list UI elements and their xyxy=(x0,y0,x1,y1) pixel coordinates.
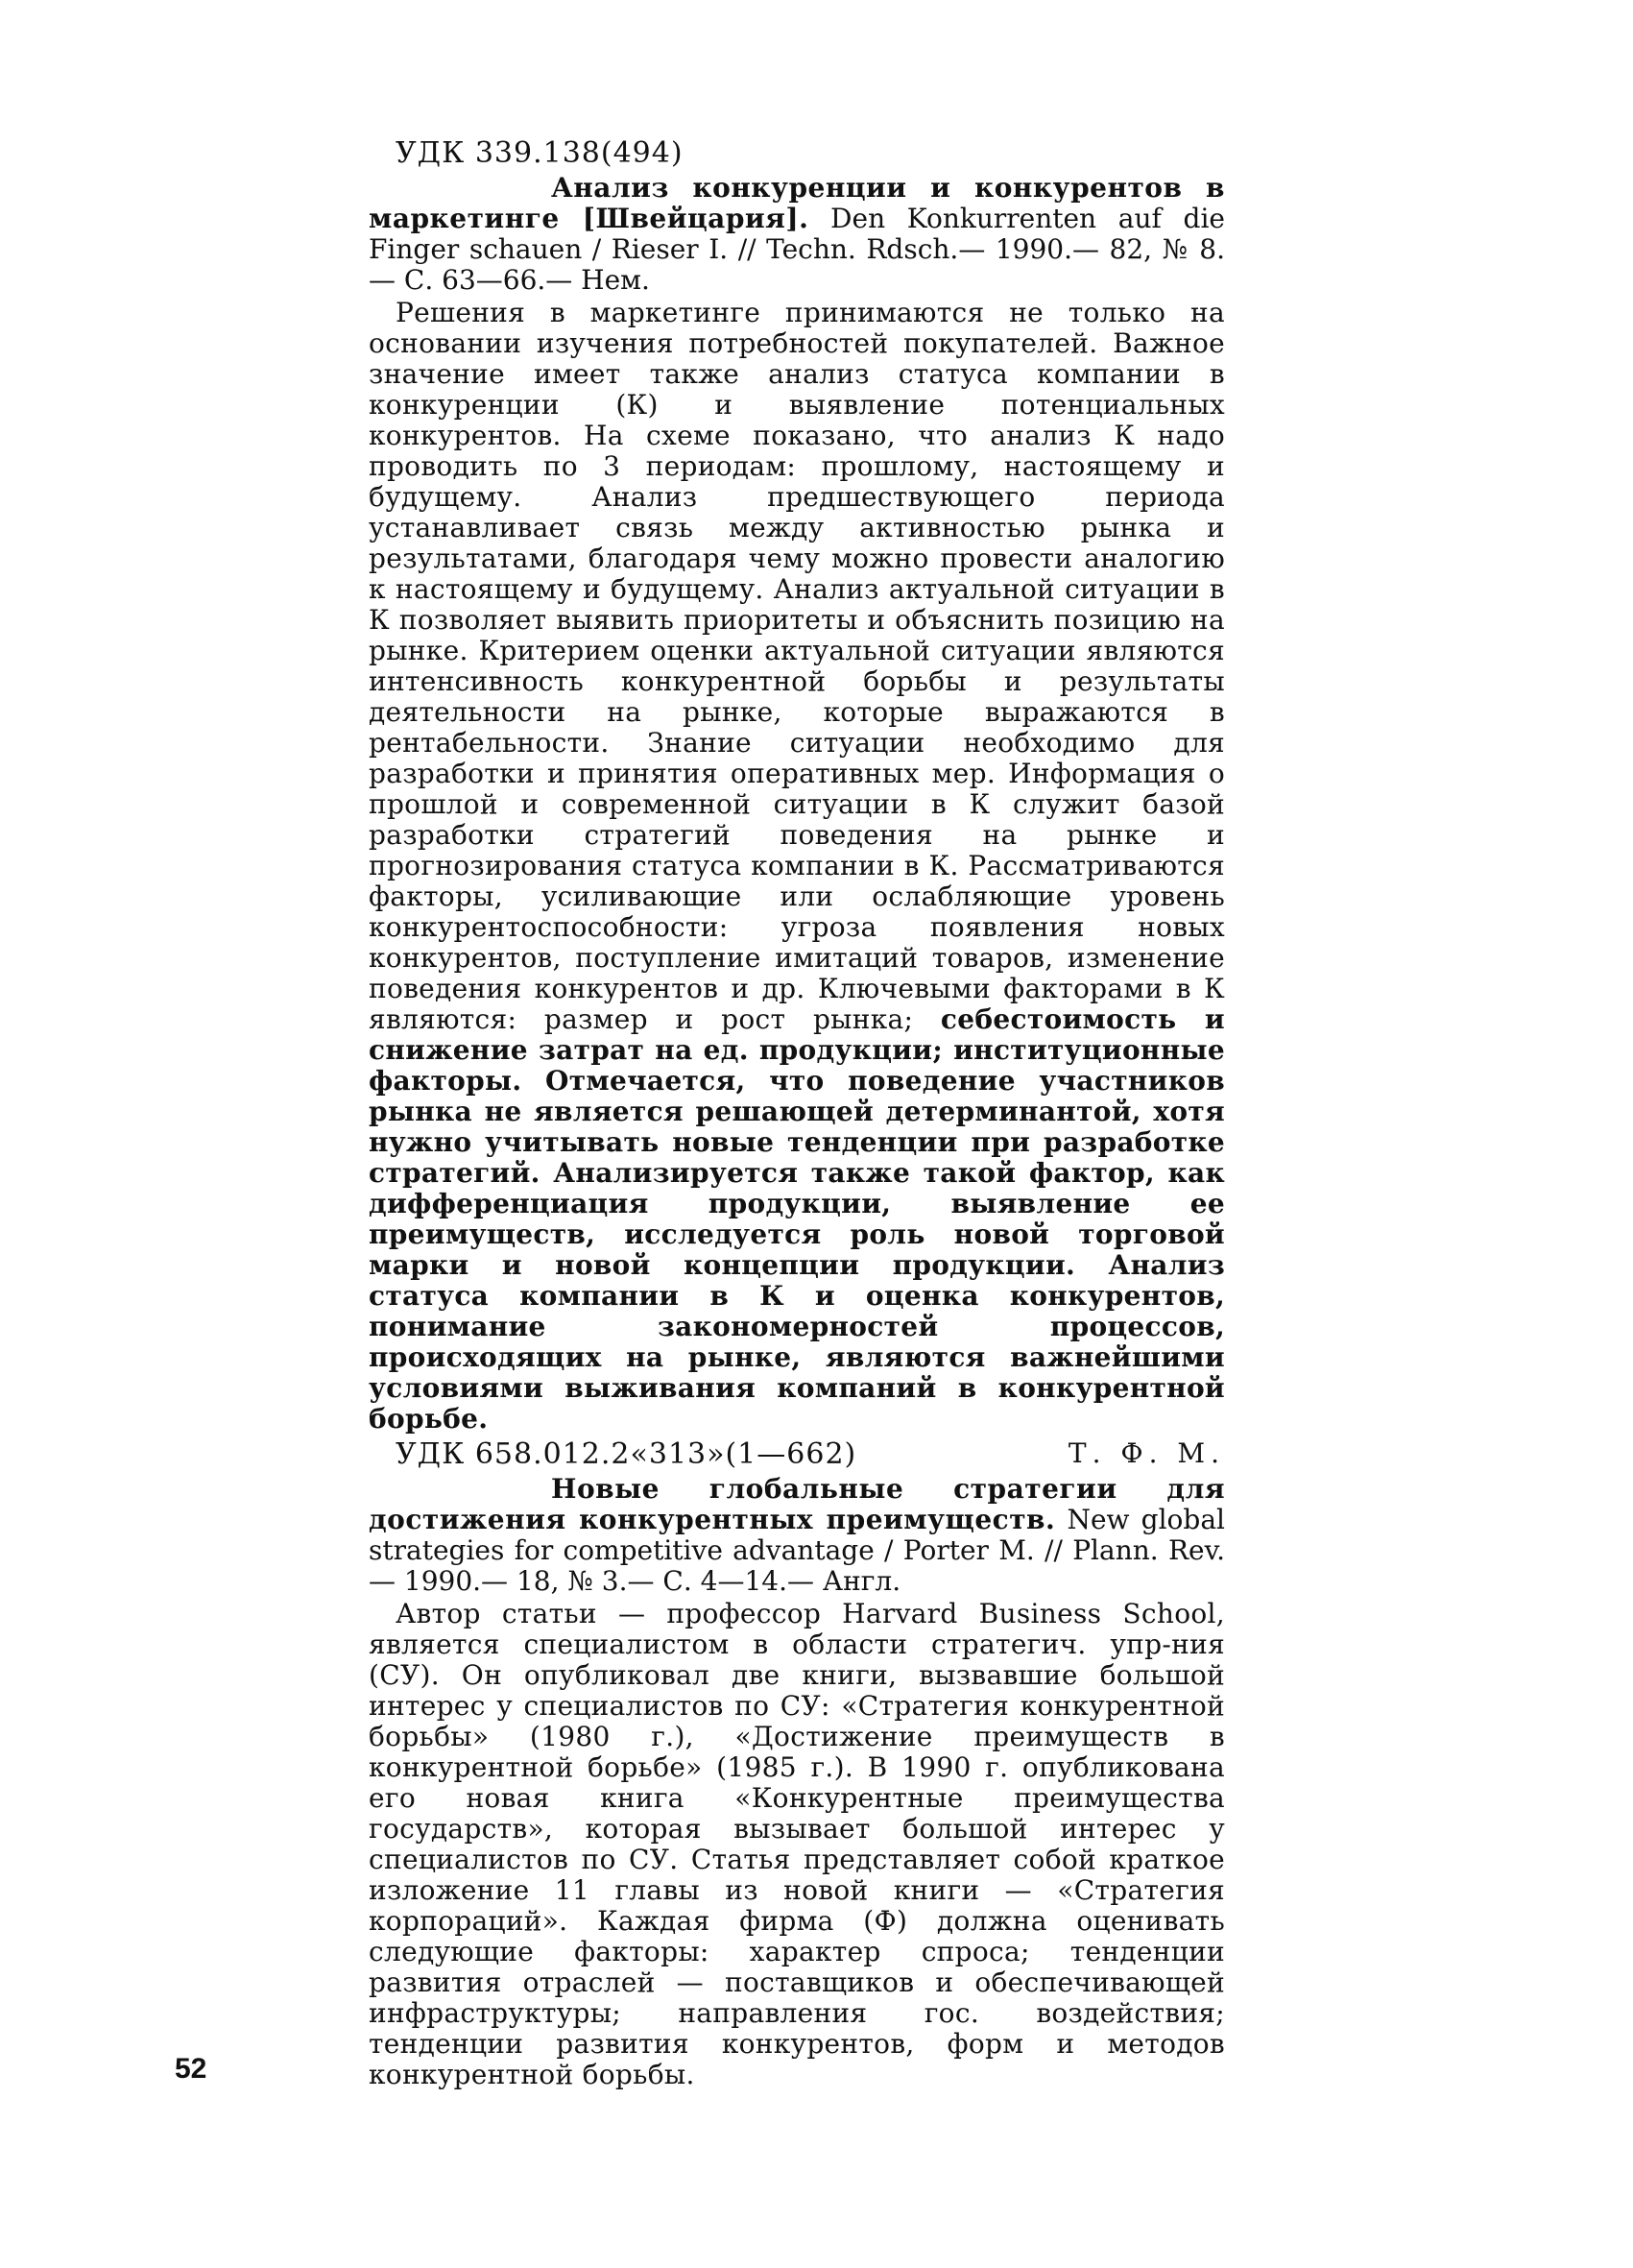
abstract-entry xyxy=(369,1436,1225,2090)
abstract-text xyxy=(369,298,1225,1435)
abstract-regular-text: Автор статьи — профессор Harvard Business School, является специалистом в области стратегич. упр-ния (СУ). Он опубликовал две книги, вызвавшие большой интерес у специалистов по СУ: «Стратегия конкурентной борьбы» (1980 г.), «Достижение преимуществ в конкурентной борьбе» (1985 г.). В 1990 г. опубликована его новая книга «Конкурентные преимущества государств», которая вызывает большой интерес у специалистов по СУ. Статья представляет собой краткое изложение 11 главы из новой книги — «Стратегия корпораций». Каждая фирма (Ф) должна оценивать следующие факторы: характер спроса; тенденции развития отраслей — поставщиков и обеспечивающей инфраструктуры; направления гос. воздействия; тенденции развития конкурентов, форм и методов конкурентной борьбы. xyxy=(369,1598,1225,2090)
page-number: 52 xyxy=(175,2053,207,2085)
bibliographic-source: New global strategies for competitive advantage / Porter M. // Plann. Rev.— 1990.— 18, № 3.— С. 4—14.— Англ. xyxy=(369,1504,1225,1597)
article-title: Анализ конкуренции и конкурентов в маркетинге [Швейцария]. xyxy=(369,172,1225,234)
article-title: Новые глобальные стратегии для достижения конкурентных преимуществ. xyxy=(369,1473,1225,1535)
citation xyxy=(369,173,1225,296)
udk-code: УДК 658.012.2«313»(1—662) xyxy=(396,1437,857,1471)
author-initials: Т. Ф. М. xyxy=(1068,1437,1225,1469)
abstract-bold-text: себестоимость и снижение затрат на ед. продукции; институционные факторы. Отмечается, что поведение участников рынка не является решающей детерминантой, хотя нужно учитывать новые тенденции при разработке стратегий. Анализируется также такой фактор, как дифференциация продукции, выявление ее преимуществ, исследуется роль новой торговой марки и новой концепции продукции. Анализ статуса компании в К и оценка конкурентов, понимание закономерностей процессов, происходящих на рынке, являются важнейшими условиями выживания компаний в конкурентной борьбе. xyxy=(369,1003,1225,1435)
citation xyxy=(369,1474,1225,1597)
udk-code: УДК 339.138(494) xyxy=(396,136,684,170)
abstract-regular-text: Решения в маркетинге принимаются не только на основании изучения потребностей покупателей. Важное значение имеет также анализ статуса компании в конкуренции (К) и выявление потенциальных конкурентов. На схеме показано, что анализ К надо проводить по 3 периодам: прошлому, настоящему и будущему. Анализ предшествующего периода устанавливает связь между активностью рынка и результатами, благодаря чему можно провести аналогию к настоящему и будущему. Анализ актуальной ситуации в К позволяет выявить приоритеты и объяснить позицию на рынке. Критерием оценки актуальной ситуации являются интенсивность конкурентной борьбы и результаты деятельности на рынке, которые выражаются в рентабельности. Знание ситуации необходимо для разработки и принятия оперативных мер. Информация о прошлой и современной ситуации в К служит базой разработки стратегий поведения на рынке и прогнозирования статуса компании в К. Рассматриваются факторы, усиливающие или ослабляющие уровень конкурентоспособности: угроза появления новых конкурентов, поступление имитаций товаров, изменение поведения конкурентов и др. Ключевыми факторами в К являются: размер и рост рынка; xyxy=(369,297,1225,1035)
abstract-text xyxy=(369,1599,1225,2090)
bibliographic-source: Den Konkurrenten auf die Finger schauen / Rieser I. // Techn. Rdsch.— 1990.— 82, № 8.— С. 63—66.— Нем. xyxy=(369,203,1226,296)
abstract-entry xyxy=(369,134,1225,1471)
